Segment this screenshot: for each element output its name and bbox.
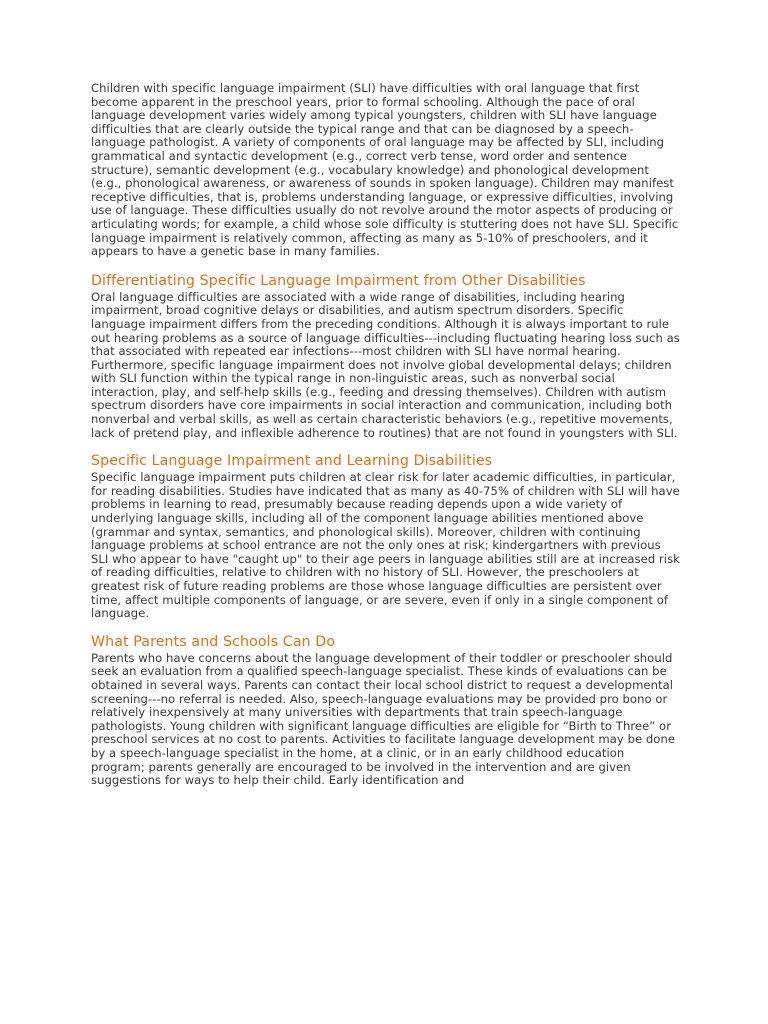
heading-differentiating: Differentiating Specific Language Impairment from Other Disabilities: [91, 272, 586, 289]
parents-schools-paragraph: Parents who have concerns about the language development of their toddler or preschooler should seek an evaluation from a qualified speech-language specialist. These kinds of evaluations can be obtained in several ways. Parents can contact their local school district to request a developmental screening---no referral is needed. Also, speech-language evaluations may be provided pro bono or relatively inexpensively at many universities with departments that train speech-language pathologists. Young children with significant language difficulties are eligible for “Birth to Three” or preschool services at no cost to parents. Activities to facilitate language development may be done by a speech-language specialist in the home, at a clinic, or in an early childhood education program; parents generally are encouraged to be involved in the intervention and are given suggestions for ways to help their child. Early identification and: [91, 650, 676, 788]
document-page: [91, 82, 681, 788]
differentiating-paragraph: Oral language difficulties are associated with a wide range of disabilities, including hearing impairment, broad cognitive delays or disabilities, and autism spectrum disorders. Specific language impairment differs from the preceding conditions. Although it is always important to rule out hearing problems as a source of language difficulties---including fluctuating hearing loss such as that associated with repeated ear infections---most children with SLI have normal hearing. Furthermore, specific language impairment does not involve global developmental delays; children with SLI function within the typical range in non-linguistic areas, such as nonverbal social interaction, play, and self-help skills (e.g., feeding and dressing themselves). Children with autism spectrum disorders have core impairments in social interaction and communication, including both nonverbal and verbal skills, as well as certain characteristic behaviors (e.g., repetitive movements, lack of pretend play, and inflexible adherence to routines) that are not found in youngsters with SLI.: [91, 289, 680, 440]
heading-parents-schools: What Parents and Schools Can Do: [91, 633, 336, 650]
heading-learning-disabilities: Specific Language Impairment and Learning Disabilities: [91, 453, 493, 470]
intro-paragraph: Children with specific language impairment (SLI) have difficulties with oral language that first become apparent in the preschool years, prior to formal schooling. Although the pace of oral language development varies widely among typical youngsters, children with SLI have language difficulties that are clearly outside the typical range and that can be diagnosed by a speech-language pathologist. A variety of components of oral language may be affected by SLI, including grammatical and syntactic development (e.g., correct verb tense, word order and sentence structure), semantic development (e.g., vocabulary knowledge) and phonological development (e.g., phonological awareness, or awareness of sounds in spoken language). Children may manifest receptive difficulties, that is, problems understanding language, or expressive difficulties, involving use of language. These difficulties usually do not revolve around the motor aspects of producing or articulating words; for example, a child whose sole difficulty is stuttering does not have SLI. Specific language impairment is relatively common, affecting as many as 5-10% of preschoolers, and it appears to have a genetic base in many families.: [91, 81, 679, 259]
learning-disabilities-paragraph: Specific language impairment puts children at clear risk for later academic difficulties, in particular, for reading disabilities. Studies have indicated that as many as 40-75% of children with SLI will have problems in learning to read, presumably because reading depends upon a wide variety of underlying language skills, including all of the component language abilities mentioned above (grammar and syntax, semantics, and phonological skills). Moreover, children with continuing language problems at school entrance are not the only ones at risk; kindergartners with previous SLI who appear to have "caught up" to their age peers in language abilities still are at increased risk of reading difficulties, relative to children with no history of SLI. However, the preschoolers at greatest risk of future reading problems are those whose language difficulties are persistent over time, affect multiple components of language, or are severe, even if only in a single component of language.: [91, 470, 680, 621]
